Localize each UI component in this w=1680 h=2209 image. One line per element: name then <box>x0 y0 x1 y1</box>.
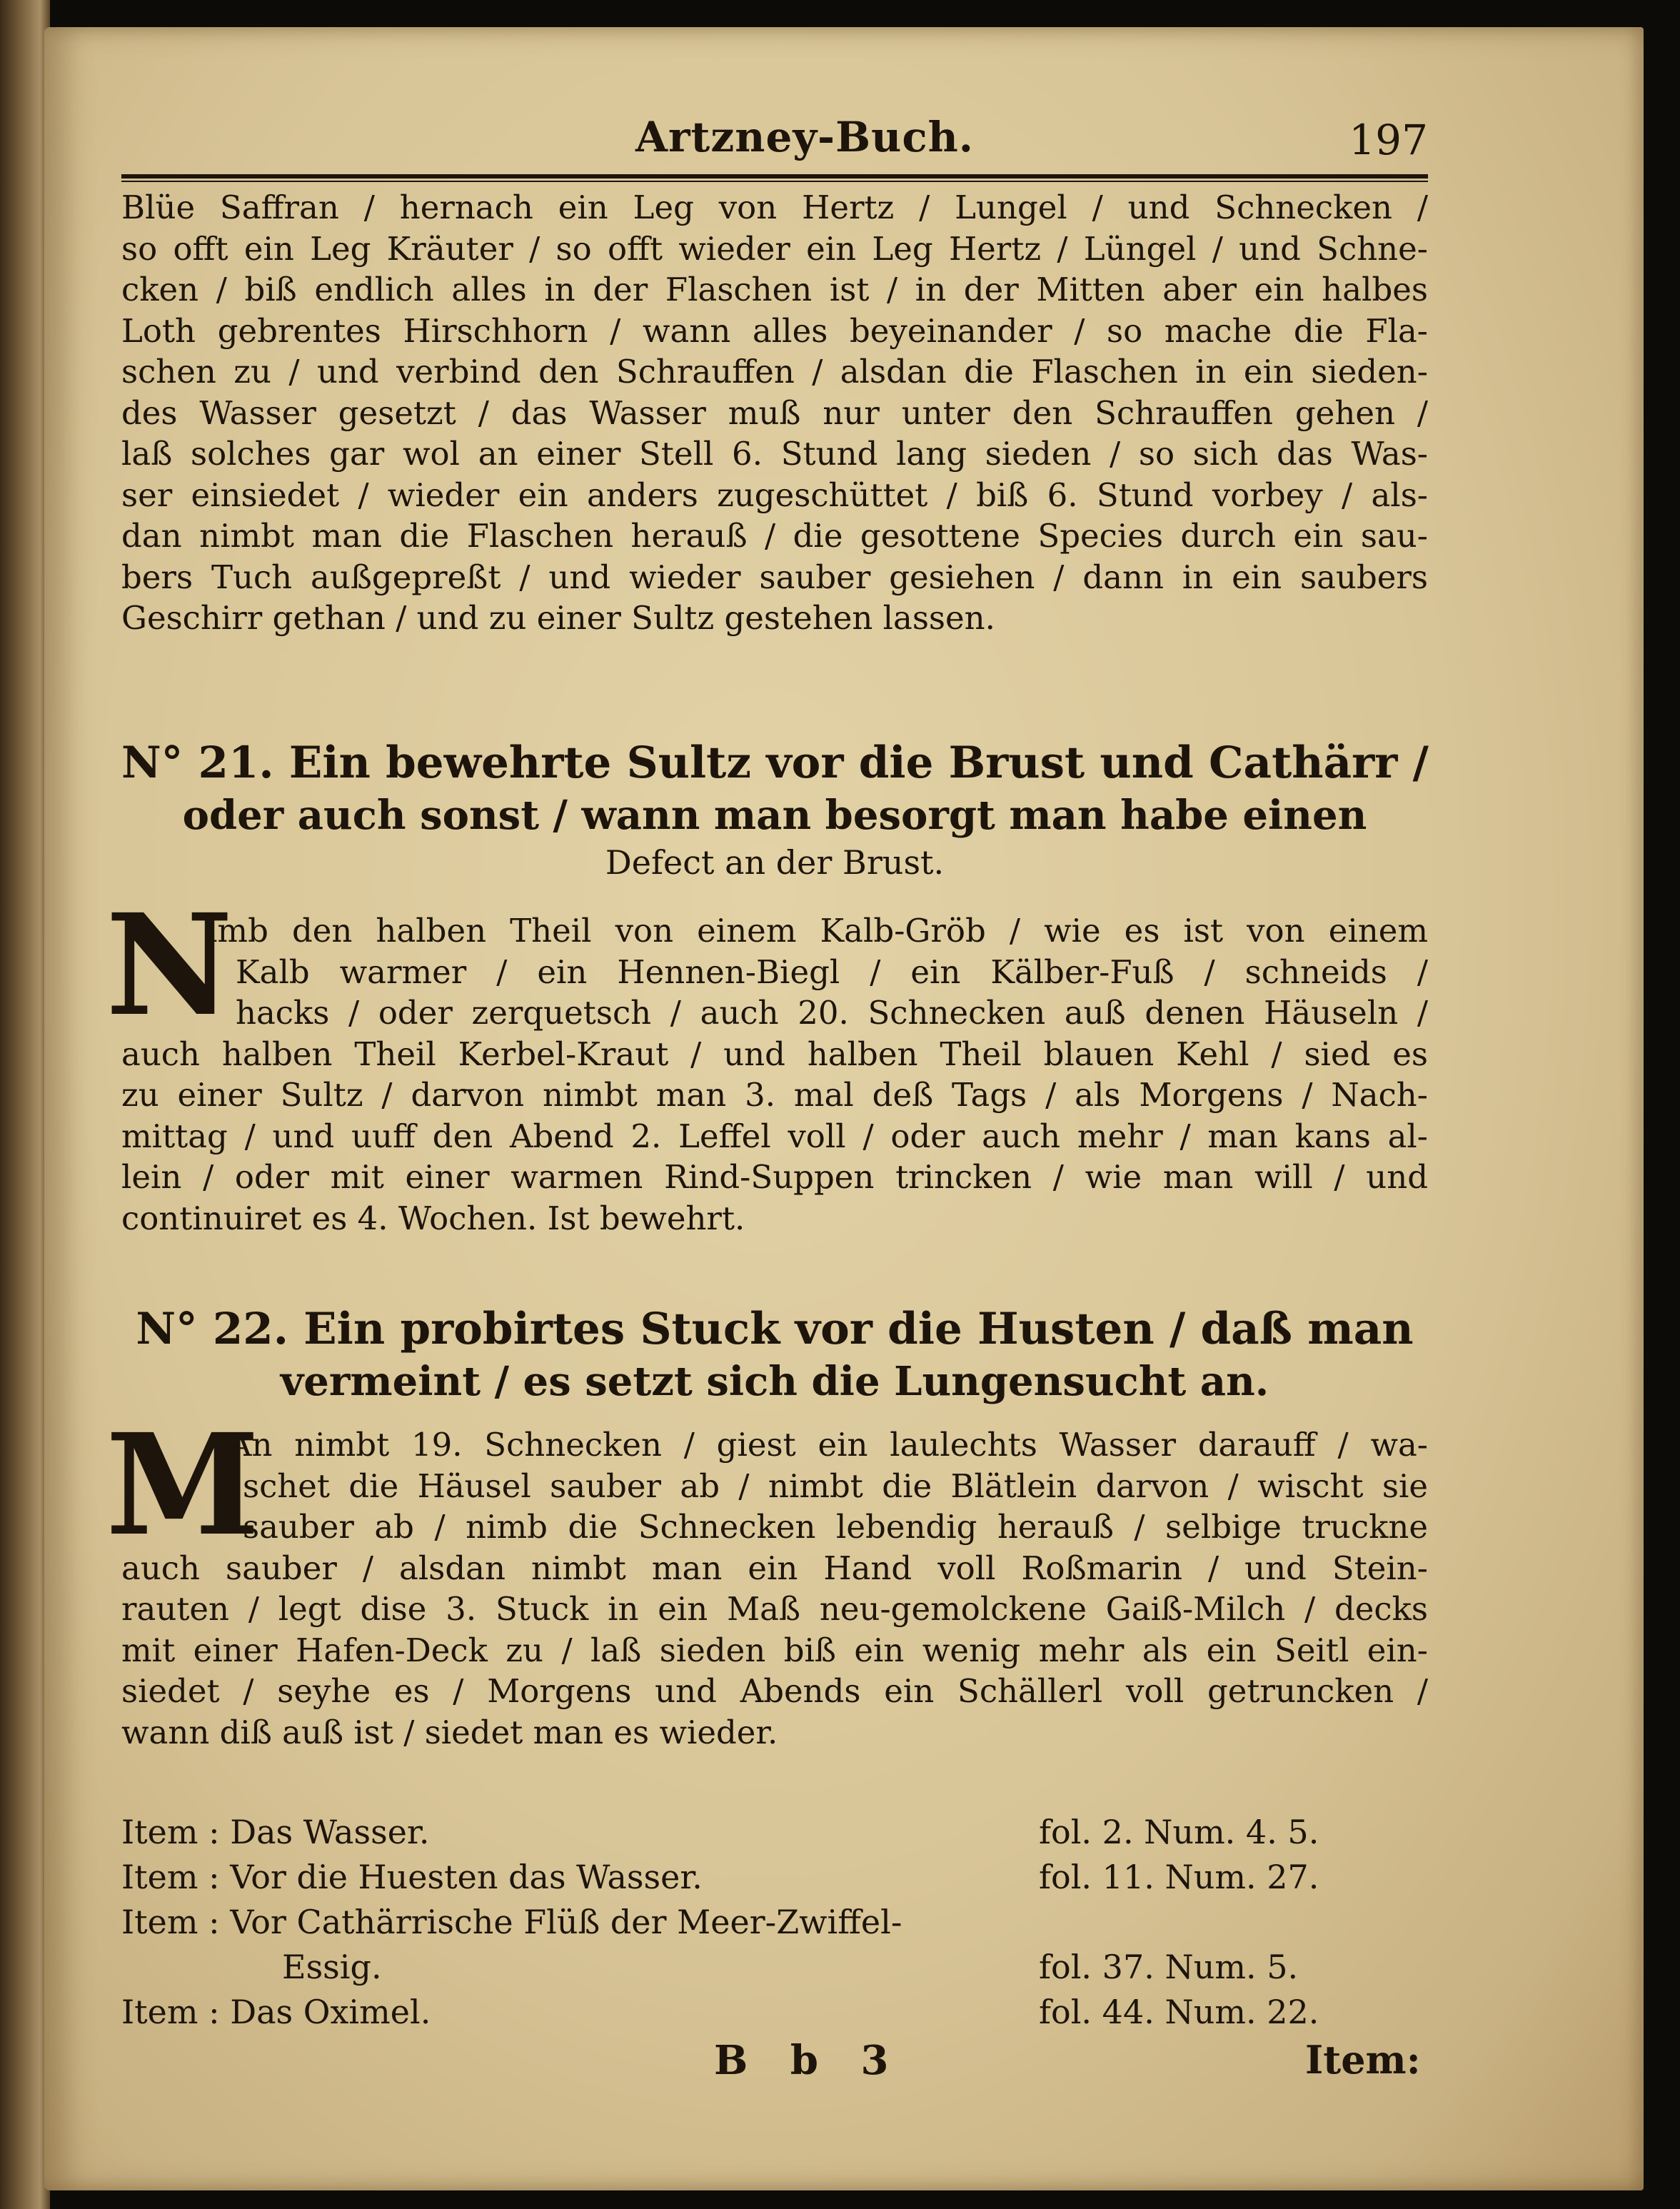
drop-cap: N <box>106 883 233 1047</box>
text-line: Blüe Saffran / hernach ein Leg von Hertz / Lungel / und Schnecken / <box>121 188 1428 226</box>
reference-row <box>121 1810 1428 1855</box>
text-line: cken / biß endlich alles in der Flaschen ist / in der Mitten aber ein halbes <box>121 271 1428 308</box>
text-line: sauber ab / nimb die Schnecken lebendig herauß / selbige truckne <box>243 1508 1428 1546</box>
book-spine-edge <box>0 0 50 2209</box>
text-line: zu einer Sultz / darvon nimbt man 3. mal deß Tags / als Morgens / Nach- <box>121 1076 1428 1114</box>
text-line: mit einer Hafen-Deck zu / laß sieden biß ein wenig mehr als ein Seitl ein- <box>121 1631 1428 1669</box>
heading-line: N° 21. Ein bewehrte Sultz vor die Brust und Cathärr / <box>121 738 1429 788</box>
recipe-22-body <box>121 1424 1428 1753</box>
heading-line: oder auch sonst / wann man besorgt man habe einen <box>182 792 1367 839</box>
heading-line: Defect an der Brust. <box>605 843 945 882</box>
heading-line: N° 22. Ein probirtes Stuck vor die Husten / daß man <box>136 1304 1414 1354</box>
text-line: schen zu / und verbind den Schrauffen / alsdan die Flaschen in ein sieden- <box>121 353 1428 391</box>
text-line: hacks / oder zerquetsch / auch 20. Schnecken auß denen Häuseln / <box>236 994 1428 1032</box>
reference-row <box>121 1990 1428 2035</box>
reference-folio: fol. 44. Num. 22. <box>1039 1993 1319 2031</box>
recipe-22-heading <box>121 1303 1428 1407</box>
reference-folio: fol. 11. Num. 27. <box>1039 1858 1319 1896</box>
heading-line: vermeint / es setzt sich die Lungensucht an. <box>280 1358 1269 1405</box>
text-line: rauten / legt dise 3. Stuck in ein Maß neu-gemolckene Gaiß-Milch / decks <box>121 1590 1428 1628</box>
text-line: ser einsiedet / wieder ein anders zugeschüttet / biß 6. Stund vorbey / als- <box>121 475 1428 514</box>
text-line: Kalb warmer / ein Hennen-Biegl / ein Kälber-Fuß / schneids / <box>236 952 1428 991</box>
text-line: schet die Häusel sauber ab / nimbt die Blätlein darvon / wischt sie <box>243 1466 1428 1505</box>
continuation-paragraph <box>121 187 1428 639</box>
reference-row <box>121 1900 1428 1945</box>
signature-mark: B b 3 <box>714 2037 903 2084</box>
text-line: imb den halben Theil von einem Kalb-Gröb / wie es ist von einem <box>207 912 1428 950</box>
page-header <box>121 113 1428 191</box>
text-line: wann diß auß ist / siedet man es wieder. <box>121 1713 778 1751</box>
text-line: continuiret es 4. Wochen. Ist bewehrt. <box>121 1199 745 1237</box>
text-line: auch halben Theil Kerbel-Kraut / und halben Theil blauen Kehl / sied es <box>121 1035 1428 1073</box>
catchword: Item: <box>1305 2037 1421 2083</box>
text-line: lein / oder mit einer warmen Rind-Suppen trincken / wie man will / und <box>121 1158 1428 1196</box>
text-line: Geschirr gethan / und zu einer Sultz gestehen lassen. <box>121 599 995 637</box>
reference-folio: fol. 37. Num. 5. <box>1039 1948 1299 1986</box>
running-title: Artzney-Buch. <box>635 113 974 161</box>
reference-text: Item : Vor die Huesten das Wasser. <box>121 1858 703 1896</box>
reference-text: Essig. <box>282 1948 382 1986</box>
text-line: so offt ein Leg Kräuter / so offt wieder ein Leg Hertz / Lüngel / und Schne- <box>121 229 1428 268</box>
recipe-21-heading <box>121 737 1428 884</box>
cross-references <box>121 1810 1428 2035</box>
reference-text: Item : Vor Cathärrische Flüß der Meer-Zwiffel- <box>121 1903 902 1941</box>
recipe-21-body <box>121 910 1428 1239</box>
text-line: Loth gebrentes Hirschhorn / wann alles beyeinander / so mache die Fla- <box>121 311 1428 350</box>
reference-text: Item : Das Wasser. <box>121 1813 430 1851</box>
text-line: des Wasser gesetzt / das Wasser muß nur unter den Schrauffen gehen / <box>121 393 1428 432</box>
reference-folio: fol. 2. Num. 4. 5. <box>1039 1813 1319 1851</box>
text-line: laß solches gar wol an einer Stell 6. Stund lang sieden / so sich das Was- <box>121 435 1428 473</box>
text-line: bers Tuch außgepreßt / und wieder sauber gesiehen / dann in ein saubers <box>121 558 1428 596</box>
reference-row <box>121 1855 1428 1900</box>
header-rule <box>121 174 1428 182</box>
text-line: dan nimbt man die Flaschen herauß / die gesottene Species durch ein sau- <box>121 517 1428 555</box>
reference-text: Item : Das Oximel. <box>121 1993 431 2031</box>
text-line: mittag / und uuff den Abend 2. Leffel voll / oder auch mehr / man kans al- <box>121 1117 1428 1155</box>
drop-cap: M <box>106 1403 260 1566</box>
reference-row <box>121 1945 1428 1990</box>
text-line: An nimbt 19. Schnecken / giest ein laulechts Wasser darauff / wa- <box>228 1426 1428 1464</box>
text-line: auch sauber / alsdan nimbt man ein Hand voll Roßmarin / und Stein- <box>121 1549 1428 1587</box>
page-number: 197 <box>1349 116 1428 164</box>
text-line: siedet / seyhe es / Morgens und Abends ein Schällerl voll getruncken / <box>121 1672 1428 1710</box>
